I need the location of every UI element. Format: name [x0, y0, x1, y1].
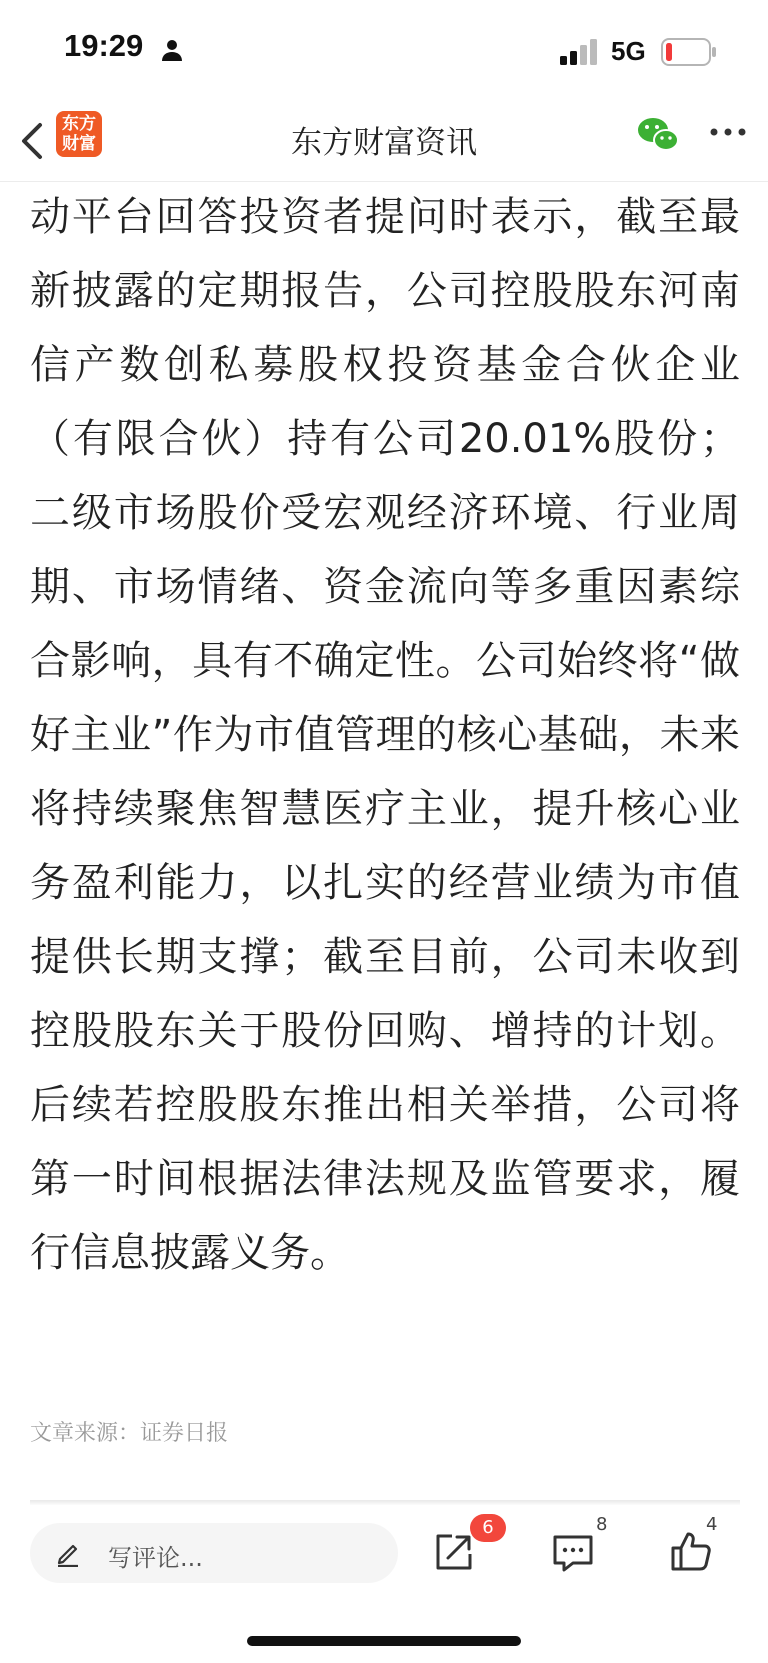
person-icon	[160, 38, 184, 62]
comment-input[interactable]	[30, 1523, 398, 1583]
thumbs-up-icon[interactable]	[669, 1529, 713, 1573]
signal-icon	[560, 39, 600, 65]
page-title: 东方财富资讯	[291, 125, 477, 161]
comment-placeholder: 写评论...	[108, 1544, 203, 1572]
battery-low-icon	[661, 38, 717, 66]
home-indicator	[247, 1636, 521, 1646]
wechat-icon[interactable]	[636, 114, 680, 154]
like-count: 4	[706, 1514, 718, 1535]
more-icon[interactable]	[708, 122, 748, 142]
status-bar	[0, 0, 768, 100]
article-body: 动平台回答投资者提问时表示，截至最新披露的定期报告，公司控股股东河南信产数创私募股权投资基金合伙企业（有限合伙）持有公司20.01%股份；二级市场股价受宏观经济环境、行业周期、市场情绪、资金流向等多重因素综合影响，具有不确定性。公司始终将“做好主业”作为市值管理的核心基础，未来将持续聚焦智慧医疗主业，提升核心业务盈利能力，以扎实的经营业绩为市值提供长期支撑；截至目前，公司未收到控股股东关于股份回购、增持的计划。后续若控股股东推出相关举措，公司将第一时间根据法律法规及监管要求，履行信息披露义务。	[30, 194, 740, 1276]
pencil-icon	[54, 1539, 82, 1567]
share-count-badge: 6	[470, 1514, 506, 1542]
comment-icon[interactable]	[551, 1533, 595, 1573]
logo-line2: 财富	[62, 134, 96, 154]
network-type: 5G	[611, 36, 646, 66]
nav-bar	[0, 100, 768, 182]
comment-count: 8	[596, 1514, 608, 1535]
bottom-action-bar	[0, 1505, 768, 1663]
article-source: 文章来源：证券日报	[30, 1421, 229, 1446]
share-icon[interactable]	[432, 1530, 476, 1574]
logo-line1: 东方	[62, 114, 96, 134]
status-time: 19:29	[64, 28, 144, 63]
